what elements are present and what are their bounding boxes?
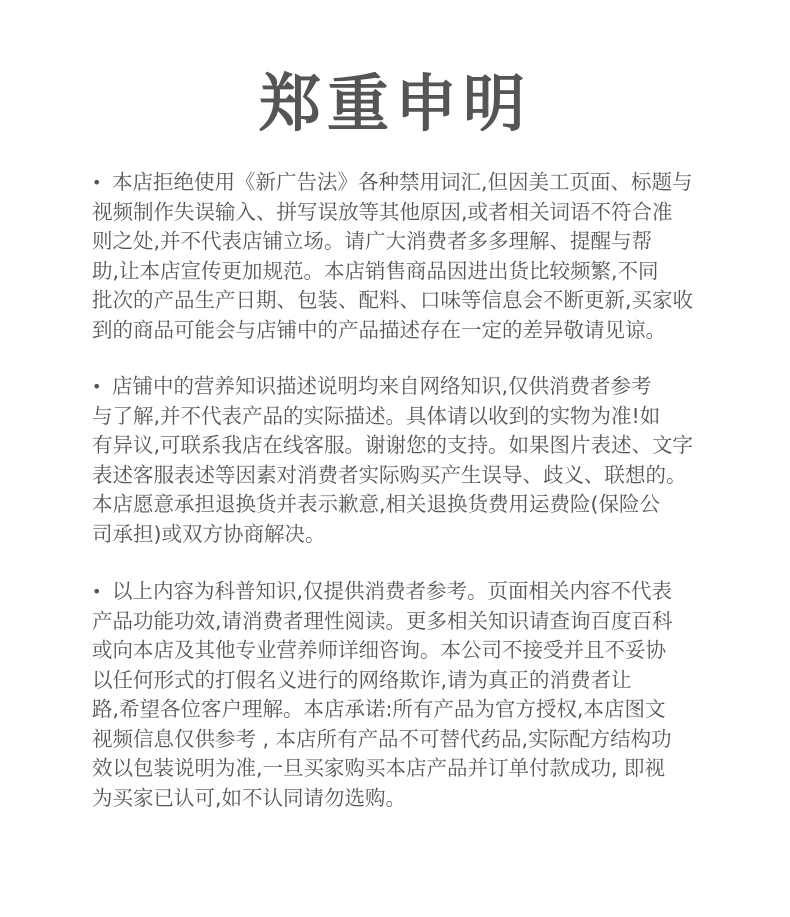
notice-section-1	[92, 168, 704, 345]
bullet-icon: •	[92, 173, 102, 192]
notice-line: 本店愿意承担退换货并表示歉意,相关退换货费用运费险(保险公	[92, 492, 661, 516]
notice-line	[92, 168, 704, 198]
notice-line: 视频信息仅供参考 , 本店所有产品不可替代药品,实际配方结构功	[92, 726, 672, 751]
notice-line: 或向本店及其他专业营养师详细咨询。本公司不接受并且不妥协	[92, 638, 666, 662]
notice-text: 以上内容为科普知识,仅提供消费者参考。页面相关内容不代表	[112, 579, 673, 603]
bullet-icon: •	[92, 582, 102, 601]
notice-section-3	[92, 577, 704, 813]
notice-line: 视频制作失误输入、拼写误放等其他原因,或者相关词语不符合准	[92, 199, 673, 224]
notice-line: 表述客服表述等因素对消费者实际购买产生误导、歧义、联想的。	[92, 462, 687, 487]
notice-line: 为买家已认可,如不认同请勿选购。	[92, 785, 407, 810]
notice-line: 到的商品可能会与店铺中的产品描述存在一定的差异敬请见谅。	[92, 317, 666, 342]
notice-line: 司承担)或双方协商解决。	[92, 521, 326, 546]
notice-line: 有异议,可联系我店在线客服。谢谢您的支持。如果图片表述、文字	[92, 433, 694, 457]
notice-line: 批次的产品生产日期、包装、配料、口味等信息会不断更新,买家收	[92, 288, 694, 312]
notice-line: 效以包装说明为准,一旦买家购买本店产品并订单付款成功, 即视	[92, 756, 666, 780]
notice-line: 助,让本店宣传更加规范。本店销售商品因进出货比较频繁,不同	[92, 258, 659, 283]
notice-line	[92, 372, 704, 402]
notice-section-2	[92, 372, 704, 549]
notice-text: 店铺中的营养知识描述说明均来自网络知识,仅供消费者参考	[112, 374, 652, 398]
notice-line: 则之处,并不代表店铺立场。请广大消费者多多理解、提醒与帮	[92, 229, 653, 253]
page-title: 郑重申明	[258, 67, 531, 140]
notice-line	[92, 577, 704, 607]
notice-text: 本店拒绝使用《新广告法》各种禁用词汇,但因美工页面、标题与	[112, 170, 693, 194]
notice-line: 以任何形式的打假名义进行的网络欺诈,请为真正的消费者让	[92, 667, 632, 692]
notice-line: 产品功能功效,请消费者理性阅读。更多相关知识请查询百度百科	[92, 608, 673, 633]
bullet-icon: •	[92, 377, 102, 396]
notice-line: 与了解,并不代表产品的实际描述。具体请以收到的实物为准!如	[92, 403, 661, 428]
notice-line: 路,希望各位客户理解。本店承诺:所有产品为官方授权,本店图文	[92, 697, 666, 721]
